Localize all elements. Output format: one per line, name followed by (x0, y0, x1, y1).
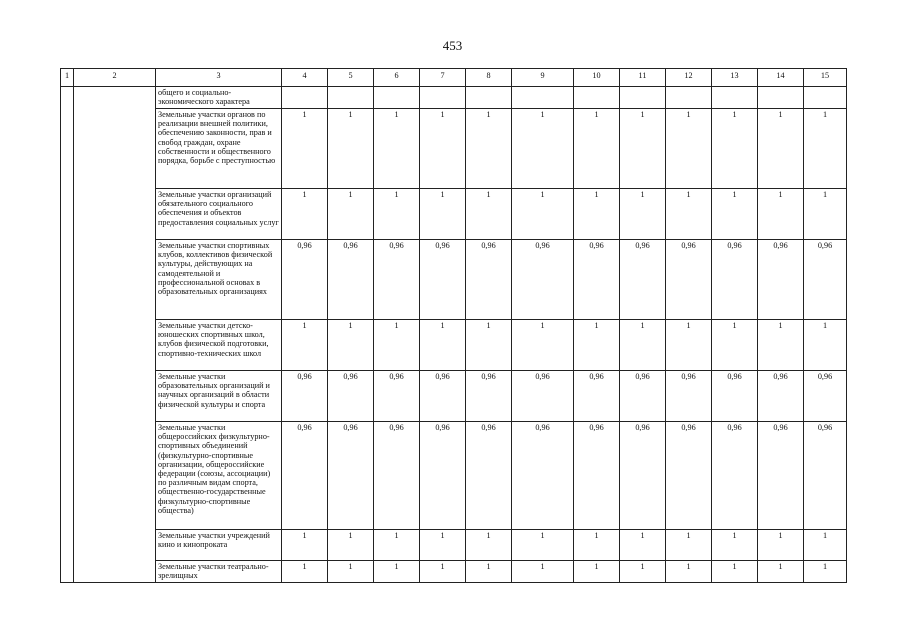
land-use-type-cell: Земельные участки детско-юношеских спортивных школ, клубов физической подготовки, спортивно-технических школ (156, 320, 282, 371)
tariff-table (60, 68, 847, 583)
coefficient-cell: 1 (328, 109, 374, 189)
column-header: 2 (74, 69, 156, 87)
coefficient-cell: 0,96 (574, 371, 620, 422)
coefficient-cell: 1 (328, 189, 374, 240)
column-header: 12 (666, 69, 712, 87)
coefficient-cell: 1 (804, 530, 847, 561)
coefficient-cell: 1 (804, 561, 847, 583)
coefficient-cell: 1 (282, 530, 328, 561)
coefficient-cell: 0,96 (374, 422, 420, 530)
coefficient-cell: 0,96 (374, 240, 420, 320)
coefficient-cell: 1 (420, 189, 466, 240)
column-header: 1 (61, 69, 74, 87)
column-header: 6 (374, 69, 420, 87)
coefficient-cell: 0,96 (620, 240, 666, 320)
column-header: 5 (328, 69, 374, 87)
coefficient-cell: 0,96 (328, 240, 374, 320)
coefficient-cell: 1 (374, 530, 420, 561)
table-row (61, 189, 847, 240)
coefficient-cell: 0,96 (420, 240, 466, 320)
coefficient-cell: 1 (374, 189, 420, 240)
coefficient-cell: 0,96 (574, 422, 620, 530)
column-header: 9 (512, 69, 574, 87)
col-1-cell (61, 87, 74, 583)
column-header: 13 (712, 69, 758, 87)
coefficient-cell: 0,96 (804, 422, 847, 530)
coefficient-cell: 1 (620, 320, 666, 371)
coefficient-cell (666, 87, 712, 109)
coefficient-cell (374, 87, 420, 109)
column-header: 11 (620, 69, 666, 87)
coefficient-cell (466, 87, 512, 109)
coefficient-cell: 1 (712, 561, 758, 583)
coefficient-cell: 1 (620, 530, 666, 561)
coefficient-cell: 1 (282, 561, 328, 583)
coefficient-cell: 1 (374, 561, 420, 583)
coefficient-cell (712, 87, 758, 109)
land-use-type-cell: Земельные участки органов по реализации внешней политики, обеспечению законности, прав и свобод граждан, охране собственности и общественного порядка, борьбе с преступностью (156, 109, 282, 189)
coefficient-cell: 1 (420, 530, 466, 561)
coefficient-cell: 0,96 (466, 371, 512, 422)
land-use-type-cell: общего и социально-экономического характера (156, 87, 282, 109)
coefficient-cell: 1 (804, 109, 847, 189)
coefficient-cell: 0,96 (758, 422, 804, 530)
land-use-type-cell: Земельные участки образовательных организаций и научных организаций в области физической культуры и спорта (156, 371, 282, 422)
coefficient-cell: 1 (712, 320, 758, 371)
coefficient-cell: 0,96 (620, 371, 666, 422)
coefficient-cell: 0,96 (466, 422, 512, 530)
coefficient-cell: 1 (804, 320, 847, 371)
coefficient-cell: 1 (282, 109, 328, 189)
coefficient-cell: 1 (758, 320, 804, 371)
coefficient-cell: 1 (758, 530, 804, 561)
coefficient-cell (620, 87, 666, 109)
coefficient-cell: 1 (666, 530, 712, 561)
coefficient-cell: 1 (328, 561, 374, 583)
coefficient-cell (512, 87, 574, 109)
column-header: 15 (804, 69, 847, 87)
coefficient-cell: 0,96 (666, 422, 712, 530)
coefficient-cell: 1 (574, 109, 620, 189)
coefficient-cell: 1 (804, 189, 847, 240)
coefficient-cell (804, 87, 847, 109)
coefficient-cell: 1 (758, 189, 804, 240)
coefficient-cell: 1 (512, 320, 574, 371)
land-use-type-cell: Земельные участки организаций обязательного социального обеспечения и объектов предоставления социальных услуг (156, 189, 282, 240)
coefficient-cell: 1 (466, 530, 512, 561)
land-use-type-cell: Земельные участки общероссийских физкультурно-спортивных объединений (физкультурно-спортивные организации, общероссийские федерации (союзы, ассоциации) по различным видам спорта, общественно-государственные физкультурно-спортивные общества) (156, 422, 282, 530)
column-header: 4 (282, 69, 328, 87)
coefficient-cell: 0,96 (712, 240, 758, 320)
coefficient-cell (328, 87, 374, 109)
coefficient-cell: 0,96 (804, 371, 847, 422)
table-row (61, 87, 847, 109)
coefficient-cell: 1 (282, 189, 328, 240)
coefficient-cell: 1 (574, 189, 620, 240)
coefficient-cell: 1 (712, 189, 758, 240)
coefficient-cell: 1 (620, 109, 666, 189)
header-row (61, 69, 847, 87)
coefficient-cell: 0,96 (666, 371, 712, 422)
coefficient-cell (420, 87, 466, 109)
coefficient-cell: 1 (328, 320, 374, 371)
column-header: 10 (574, 69, 620, 87)
coefficient-cell: 0,96 (328, 371, 374, 422)
coefficient-cell: 0,96 (758, 240, 804, 320)
coefficient-cell: 1 (466, 561, 512, 583)
coefficient-cell: 0,96 (466, 240, 512, 320)
coefficient-cell: 1 (374, 320, 420, 371)
table-row (61, 371, 847, 422)
coefficient-cell: 1 (574, 320, 620, 371)
coefficient-cell: 0,96 (420, 371, 466, 422)
table-body (61, 87, 847, 583)
coefficient-cell: 1 (574, 561, 620, 583)
table-row (61, 109, 847, 189)
coefficient-cell: 1 (620, 561, 666, 583)
coefficient-cell: 0,96 (282, 240, 328, 320)
coefficient-cell: 1 (374, 109, 420, 189)
coefficient-cell: 0,96 (758, 371, 804, 422)
land-use-type-cell: Земельные участки театрально-зрелищных (156, 561, 282, 583)
coefficient-cell: 0,96 (282, 371, 328, 422)
column-header: 14 (758, 69, 804, 87)
coefficient-cell: 1 (666, 320, 712, 371)
coefficient-cell: 0,96 (666, 240, 712, 320)
coefficient-cell (282, 87, 328, 109)
coefficient-cell: 1 (758, 561, 804, 583)
coefficient-cell: 0,96 (282, 422, 328, 530)
coefficient-cell: 1 (758, 109, 804, 189)
coefficient-cell: 1 (512, 189, 574, 240)
coefficient-cell: 0,96 (712, 371, 758, 422)
coefficient-cell: 1 (328, 530, 374, 561)
coefficient-cell: 0,96 (420, 422, 466, 530)
coefficient-cell: 1 (512, 109, 574, 189)
coefficient-cell: 1 (666, 109, 712, 189)
coefficient-cell: 1 (620, 189, 666, 240)
coefficient-cell: 0,96 (574, 240, 620, 320)
coefficient-cell: 1 (512, 530, 574, 561)
coefficient-cell: 1 (466, 109, 512, 189)
coefficient-cell (758, 87, 804, 109)
land-use-type-cell: Земельные участки учреждений кино и кинопроката (156, 530, 282, 561)
coefficient-cell: 1 (282, 320, 328, 371)
coefficient-cell: 0,96 (512, 422, 574, 530)
coefficient-cell: 1 (574, 530, 620, 561)
col-2-cell (74, 87, 156, 583)
coefficient-cell: 1 (666, 189, 712, 240)
coefficient-cell: 1 (666, 561, 712, 583)
coefficient-cell: 0,96 (804, 240, 847, 320)
coefficient-cell: 1 (466, 320, 512, 371)
coefficient-cell: 0,96 (620, 422, 666, 530)
column-header: 3 (156, 69, 282, 87)
coefficient-cell: 1 (420, 109, 466, 189)
table-row (61, 530, 847, 561)
page-number: 453 (442, 38, 463, 53)
column-header: 8 (466, 69, 512, 87)
table-row (61, 422, 847, 530)
coefficient-cell: 1 (512, 561, 574, 583)
table-row (61, 320, 847, 371)
coefficient-cell: 0,96 (328, 422, 374, 530)
coefficient-cell (574, 87, 620, 109)
coefficient-cell: 0,96 (374, 371, 420, 422)
coefficient-cell: 1 (466, 189, 512, 240)
coefficient-cell: 0,96 (712, 422, 758, 530)
coefficient-cell: 0,96 (512, 240, 574, 320)
coefficient-cell: 1 (712, 530, 758, 561)
land-use-type-cell: Земельные участки спортивных клубов, коллективов физической культуры, действующих на самодеятельной и профессиональной основах в образовательных организациях (156, 240, 282, 320)
coefficient-cell: 1 (420, 320, 466, 371)
coefficient-cell: 0,96 (512, 371, 574, 422)
table-row (61, 240, 847, 320)
table-row (61, 561, 847, 583)
column-header: 7 (420, 69, 466, 87)
coefficient-cell: 1 (712, 109, 758, 189)
coefficient-cell: 1 (420, 561, 466, 583)
